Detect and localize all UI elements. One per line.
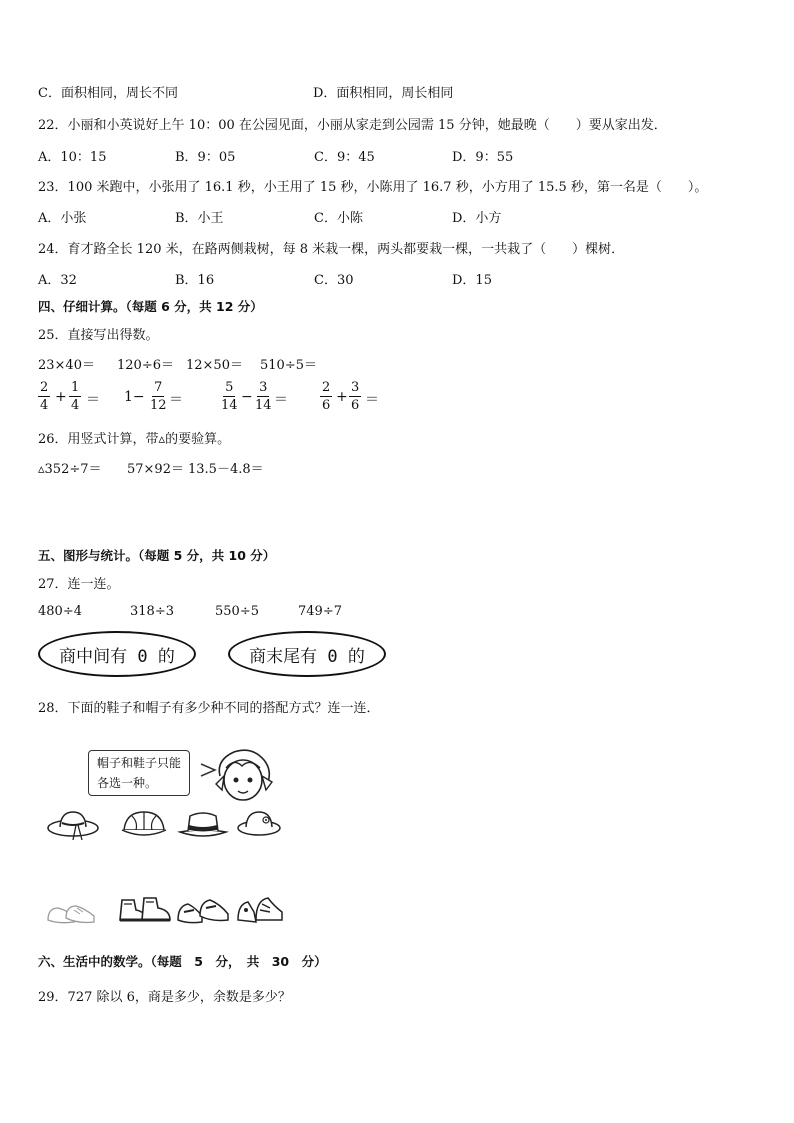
question-24: 24．育才路全长 120 米，在路两侧栽树，每 8 米栽一棵，两头都要栽一棵，一共栽了（ ）棵树． bbox=[38, 242, 625, 257]
fraction-2-6: $\frac{2}{6}$ bbox=[322, 380, 331, 413]
section-6-title: 六、生活中的数学。（每题 5 分， 共 30 分） bbox=[38, 954, 327, 969]
q25-item-3: 12×50＝ bbox=[186, 358, 243, 373]
section-4-title: 四、仔细计算。（每题 6 分，共 12 分） bbox=[38, 299, 263, 314]
flower-hat-icon bbox=[236, 806, 282, 840]
q23-option-c: C．小陈 bbox=[314, 211, 363, 226]
boots-icon bbox=[116, 894, 174, 926]
q24-option-c: C．30 bbox=[314, 273, 354, 288]
q22-option-d: D．9：55 bbox=[452, 150, 514, 165]
ellipse-quotient-middle-zero[interactable] bbox=[38, 631, 196, 677]
q24-option-b: B．16 bbox=[175, 273, 215, 288]
q22-option-c: C．9：45 bbox=[314, 150, 375, 165]
q27-item-3: 550÷5 bbox=[215, 604, 259, 619]
q25-item-4: 510÷5＝ bbox=[260, 358, 317, 373]
q26-item-1: ▵352÷7＝ bbox=[38, 462, 102, 477]
question-26: 26．用竖式计算，带▵的要验算。 bbox=[38, 432, 231, 447]
question-28: 28．下面的鞋子和帽子有多少种不同的搭配方式？连一连． bbox=[38, 701, 380, 716]
speech-bubble: 帽子和鞋子只能 各选一种。 bbox=[88, 750, 190, 796]
q22-option-b: B．9：05 bbox=[175, 150, 236, 165]
fraction-5-14: $\frac{5}{14}$ bbox=[221, 380, 238, 413]
q25-item-1: 23×40＝ bbox=[38, 358, 95, 373]
fraction-2-4: $\frac{2}{4}$ bbox=[40, 380, 49, 413]
equals-sign: ＝ bbox=[274, 392, 288, 408]
q25-item-2: 120÷6＝ bbox=[117, 358, 174, 373]
fedora-hat-icon bbox=[178, 808, 228, 842]
q26-item-2: 57×92＝ bbox=[127, 462, 184, 477]
sun-hat-icon bbox=[46, 808, 100, 842]
q23-option-a: A．小张 bbox=[38, 211, 87, 226]
girl-face-icon bbox=[212, 746, 276, 810]
fraction-3-14: $\frac{3}{14}$ bbox=[255, 380, 272, 413]
sport-shoes-icon bbox=[176, 894, 230, 926]
plus-operator: + bbox=[336, 389, 348, 405]
fraction-1-4: $\frac{1}{4}$ bbox=[71, 380, 80, 413]
question-22: 22．小丽和小英说好上午 10：00 在公园见面，小丽从家走到公园需 15 分钟，她最晚（ ）要从家出发． bbox=[38, 118, 667, 133]
q23-option-d: D．小方 bbox=[452, 211, 502, 226]
q24-option-a: A．32 bbox=[38, 273, 77, 288]
ellipse-quotient-end-zero[interactable] bbox=[228, 631, 386, 677]
q23-option-b: B．小王 bbox=[175, 211, 224, 226]
equals-sign: ＝ bbox=[86, 392, 100, 408]
equals-sign: ＝ bbox=[169, 392, 183, 408]
ellipse-right-label: 商末尾有 0 的 bbox=[249, 646, 365, 667]
q27-item-4: 749÷7 bbox=[298, 604, 342, 619]
q27-item-2: 318÷3 bbox=[130, 604, 174, 619]
equals-sign: ＝ bbox=[365, 392, 379, 408]
question-23: 23．100 米跑中，小张用了 16.1 秒，小王用了 15 秒，小陈用了 16.7 秒，小方用了 15.5 秒，第一名是（ ）。 bbox=[38, 180, 708, 195]
sneakers-icon bbox=[44, 898, 98, 928]
plus-operator: + bbox=[55, 389, 67, 405]
one-minus: 1− bbox=[124, 389, 145, 405]
q21-option-c: C．面积相同，周长不同 bbox=[38, 86, 178, 101]
q22-option-a: A．10：15 bbox=[38, 150, 107, 165]
fraction-3-6: $\frac{3}{6}$ bbox=[351, 380, 360, 413]
question-27: 27．连一连。 bbox=[38, 577, 120, 592]
ellipse-left-label: 商中间有 0 的 bbox=[59, 646, 175, 667]
minus-operator: − bbox=[241, 389, 253, 405]
q26-item-3: 13.5－4.8＝ bbox=[188, 462, 264, 477]
q24-option-d: D．15 bbox=[452, 273, 492, 288]
q21-option-d: D．面积相同，周长相同 bbox=[313, 86, 454, 101]
baseball-cap-icon bbox=[120, 808, 168, 842]
hiking-shoes-icon bbox=[234, 894, 284, 926]
question-25: 25．直接写出得数。 bbox=[38, 328, 159, 343]
question-29: 29．727 除以 6，商是多少，余数是多少？ bbox=[38, 990, 291, 1005]
section-5-title: 五、图形与统计。（每题 5 分，共 10 分） bbox=[38, 548, 276, 563]
fraction-7-12: $\frac{7}{12}$ bbox=[150, 380, 167, 413]
q27-item-1: 480÷4 bbox=[38, 604, 82, 619]
